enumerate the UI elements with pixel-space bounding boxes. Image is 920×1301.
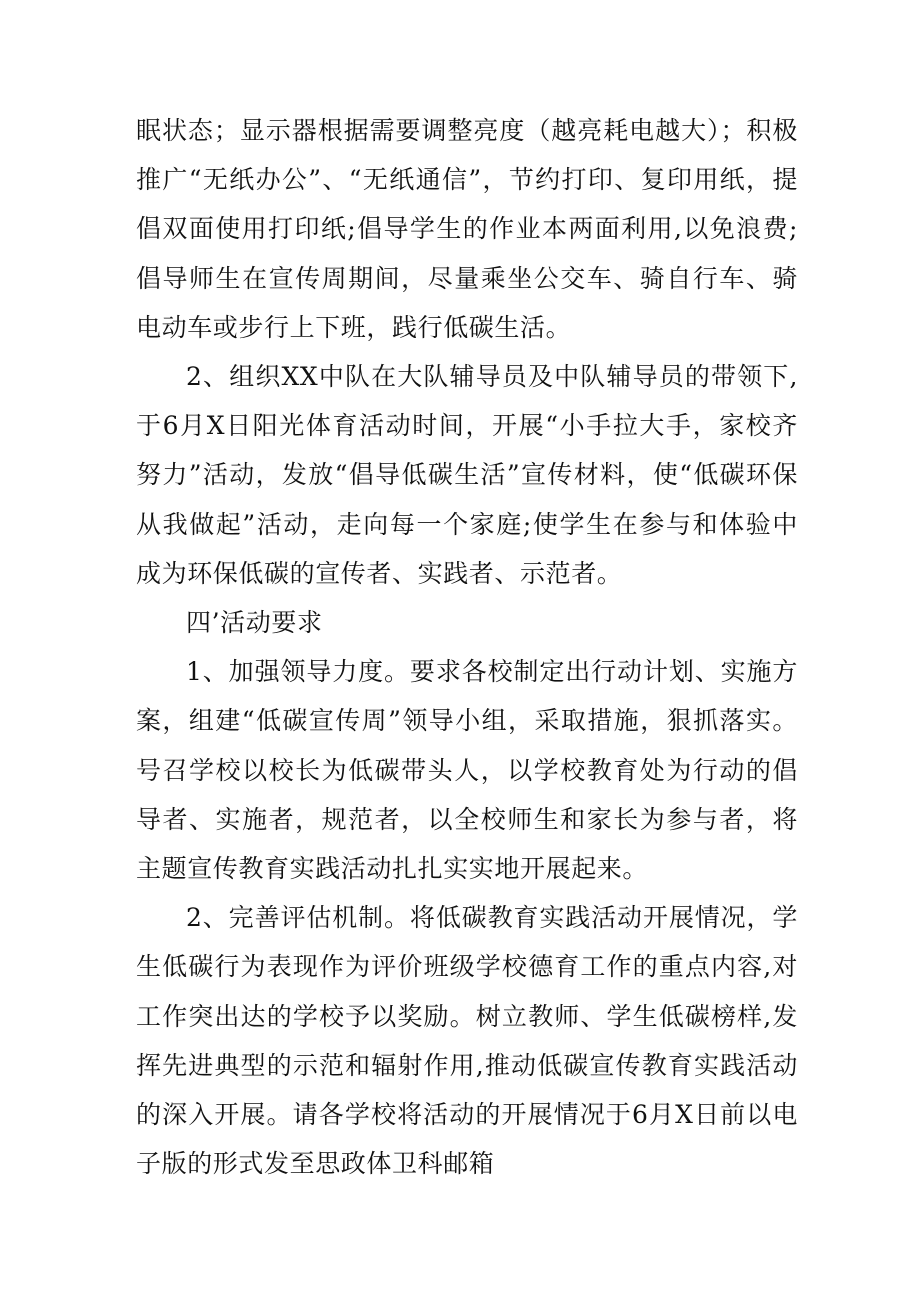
paragraph-energy-saving: 眠状态；显示器根据需要调整亮度（越亮耗电越大）；积极推广“无纸办公”、“无纸通信”，节约打印、复印用纸，提倡双面使用打印纸;倡导学生的作业本两面利用,以免浪费;倡导师生在宣传周期间，尽量乘坐公交车、骑自行车、骑电动车或步行上下班，践行低碳生活。 [136, 116, 798, 342]
paragraph-item-1-leadership: 1、加强领导力度。要求各校制定出行动计划、实施方案，组建“低碳宣传周”领导小组，采取措施，狠抓落实。号召学校以校长为低碳带头人，以学校教育处为行动的倡导者、实施者，规范者，以全校师生和家长为参与者，将主题宣传教育实践活动扎扎实实地开展起来。 [136, 657, 798, 884]
document-body [136, 106, 798, 1188]
paragraph-item-2-evaluation: 2、完善评估机制。将低碳教育实践活动开展情况，学生低碳行为表现作为评价班级学校德育工作的重点内容,对工作突出达的学校予以奖励。树立教师、学生低碳榜样,发挥先进典型的示范和辐射作用,推动低碳宣传教育实践活动的深入开展。请各学校将活动的开展情况于6月X日前以电子版的形式发至思政体卫科邮箱 [136, 903, 798, 1179]
section-heading-activity-requirements: 四’活动要求 [186, 608, 323, 638]
paragraph-item-2-squadron-activity: 2、组织XX中队在大队辅导员及中队辅导员的带领下,于6月X日阳光体育活动时间，开展“小手拉大手，家校齐努力”活动，发放“倡导低碳生活”宣传材料，使“低碳环保从我做起”活动，走向每一个家庭;使学生在参与和体验中成为环保低碳的宣传者、实践者、示范者。 [136, 362, 798, 588]
